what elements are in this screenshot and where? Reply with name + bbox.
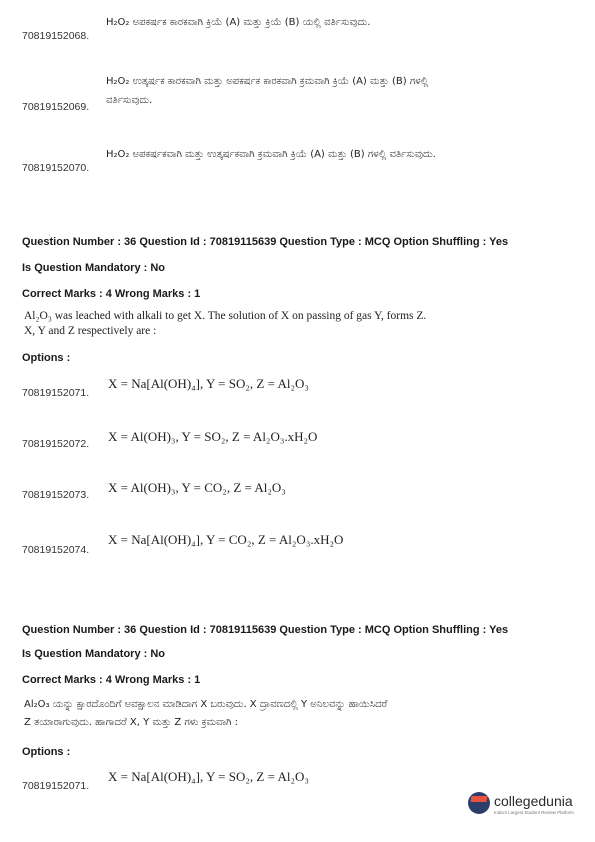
option-text: H₂O₂ ಅಪಕರ್ಷಕ ಕಾರಕವಾಗಿ ಕ್ರಿಯೆ (A) ಮತ್ತು ಕ್ರಿಯೆ (B) ಯಲ್ಲಿ ವರ್ತಿಸುವುದು. [106, 17, 371, 28]
question-marks: Correct Marks : 4 Wrong Marks : 1 [22, 674, 201, 686]
option-formula: X = Al(OH)₃, Y = SO₂, Z = Al₂O₃.xH₂O [108, 429, 318, 444]
question-marks: Correct Marks : 4 Wrong Marks : 1 [22, 288, 201, 300]
option-id: 70819152071. [22, 387, 90, 399]
question-mandatory: Is Question Mandatory : No [22, 648, 166, 660]
question-text: Al₂O₃ was leached with alkali to get X. The solution of X on passing of gas Y, forms Z. [24, 310, 427, 322]
option-text: H₂O₂ ಉತ್ಕರ್ಷಕ ಕಾರಕವಾಗಿ ಮತ್ತು ಅಪಕರ್ಷಕ ಕಾರಕವಾಗಿ ಕ್ರಮವಾಗಿ ಕ್ರಿಯೆ (A) ಮತ್ತು (B) ಗಳಲ್ಲಿ [106, 76, 429, 87]
collegedunia-logo [468, 792, 578, 820]
question-header: Question Number : 36 Question Id : 70819115639 Question Type : MCQ Option Shuffling : Yes [22, 236, 509, 248]
option-id: 70819152070. [22, 162, 90, 174]
logo-text: collegedunia [494, 793, 573, 809]
option-id: 70819152071. [22, 780, 90, 792]
option-id: 70819152074. [22, 544, 90, 556]
option-id: 70819152073. [22, 489, 90, 501]
question-text-cont: Z ತಯಾರಾಗುವುದು. ಹಾಗಾದರೆ X, Y ಮತ್ತು Z ಗಳು ಕ್ರಮವಾಗಿ : [24, 717, 238, 728]
question-mandatory: Is Question Mandatory : No [22, 262, 166, 274]
option-formula: X = Na[Al(OH)₄], Y = SO₂, Z = Al₂O₃ [108, 376, 309, 391]
options-label: Options : [22, 352, 71, 364]
question-text: Al₂O₃ ಯನ್ನು ಕ್ಷಾರದೊಂದಿಗೆ ಅವಕ್ಷಾಲನ ಮಾಡಿದಾಗ X ಬರುವುದು. X ದ್ರಾವಣದಲ್ಲಿ Y ಅನಿಲವನ್ನು ಹಾಯಿಸಿದರೆ [24, 699, 388, 710]
option-formula: X = Na[Al(OH)₄], Y = SO₂, Z = Al₂O₃ [108, 769, 309, 784]
options-label: Options : [22, 746, 71, 758]
option-id: 70819152068. [22, 30, 90, 42]
logo-tagline: India's Largest Student Review Platform [494, 810, 574, 815]
question-text-cont: X, Y and Z respectively are : [24, 325, 157, 337]
option-text-cont: ವರ್ತಿಸುವುದು. [106, 95, 153, 106]
option-text: H₂O₂ ಅಪಕರ್ಷಕವಾಗಿ ಮತ್ತು ಉತ್ಕರ್ಷಕವಾಗಿ ಕ್ರಮವಾಗಿ ಕ್ರಿಯೆ (A) ಮತ್ತು (B) ಗಳಲ್ಲಿ ವರ್ತಿಸುವುದು. [106, 149, 436, 160]
question-header: Question Number : 36 Question Id : 70819115639 Question Type : MCQ Option Shuffling : Yes [22, 624, 509, 636]
option-id: 70819152072. [22, 438, 90, 450]
option-formula: X = Na[Al(OH)₄], Y = CO₂, Z = Al₂O₃.xH₂O [108, 532, 344, 547]
option-id: 70819152069. [22, 101, 90, 113]
option-formula: X = Al(OH)₃, Y = CO₂, Z = Al₂O₃ [108, 480, 286, 495]
